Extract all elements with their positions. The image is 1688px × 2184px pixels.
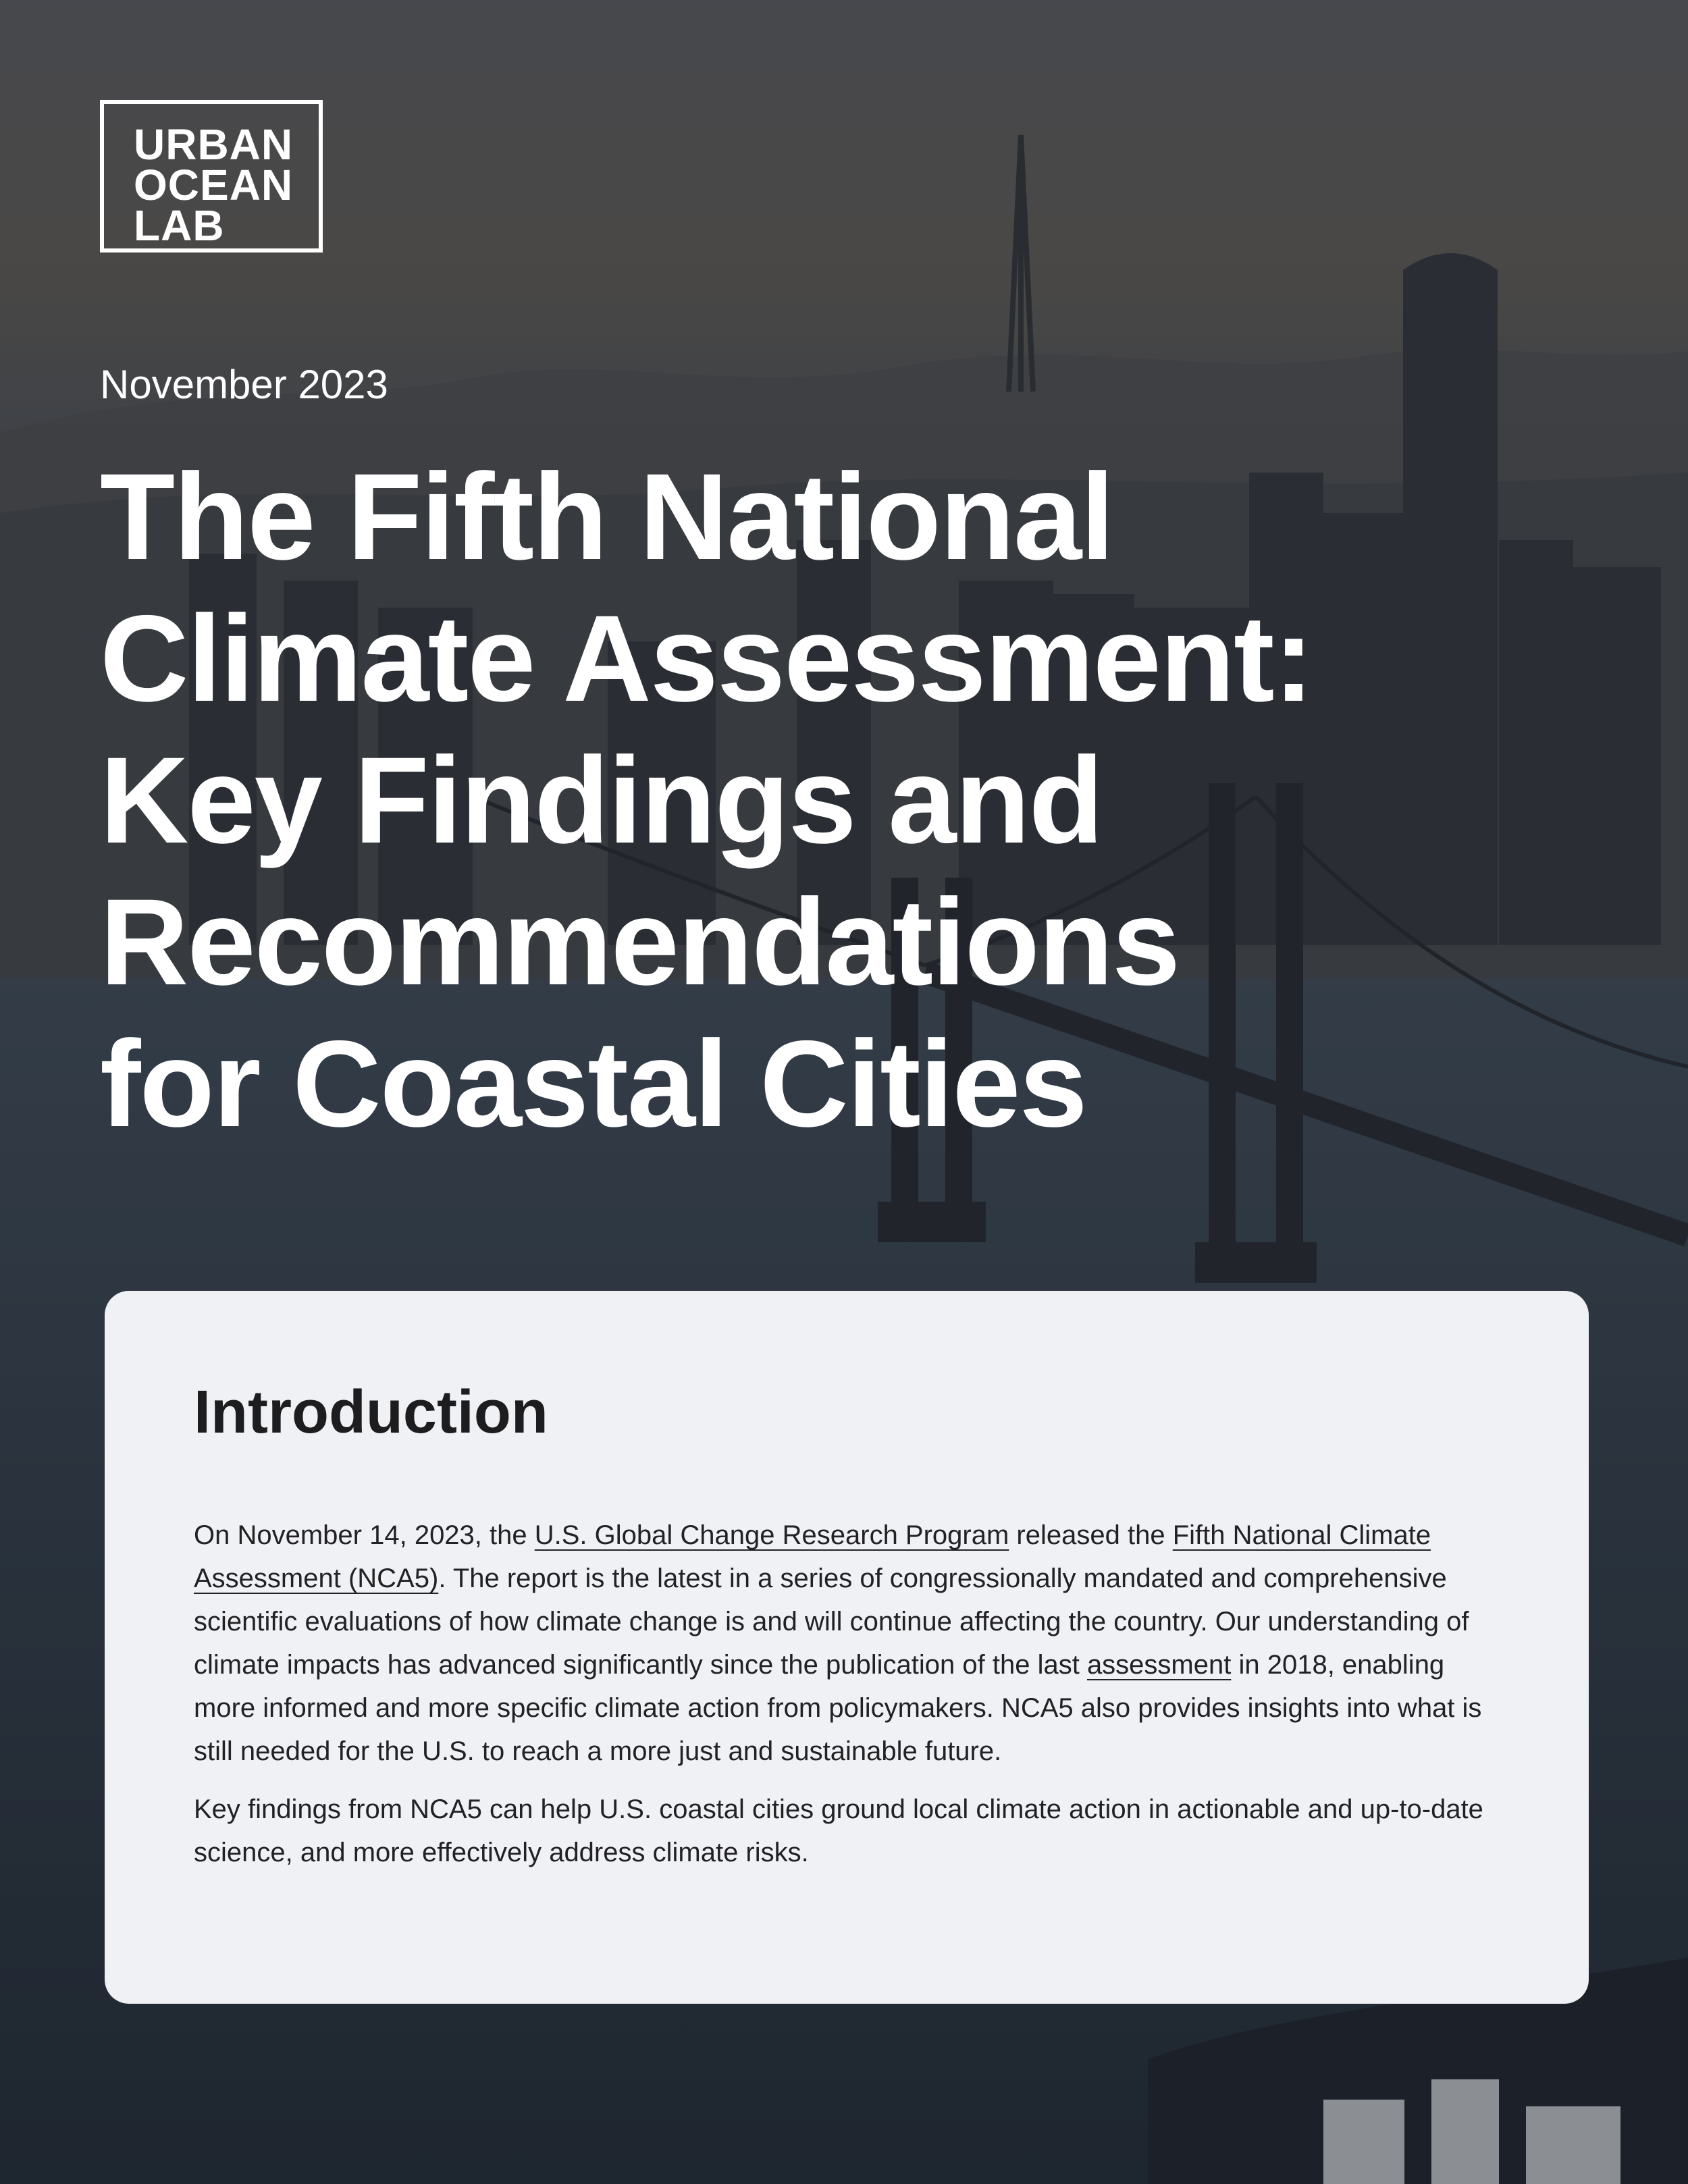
assessment-link[interactable]: assessment xyxy=(1086,1650,1232,1680)
usgcrp-link[interactable]: U.S. Global Change Research Program xyxy=(534,1520,1009,1550)
title-line-2: Climate Assessment: xyxy=(100,589,1313,727)
p1-text-1: On November 14, 2023, the xyxy=(194,1520,535,1550)
p1-text-2: released the xyxy=(1009,1520,1173,1550)
publication-date: November 2023 xyxy=(100,362,388,407)
title-line-1: The Fifth National xyxy=(100,448,1113,585)
logo-line-1: URBAN xyxy=(134,120,294,169)
p1-text-3: . The report is the latest in a series of congressionally mandated and comprehensive scientific evaluations of how climate change is and will continue affecting the country. Our understanding of climate impacts has advanced significantly since the publication of the last xyxy=(194,1564,1469,1680)
introduction-paragraph-1 xyxy=(194,1514,1497,1773)
title-line-4: Recommendations xyxy=(100,873,1180,1011)
title-line-5: for Coastal Cities xyxy=(100,1015,1086,1152)
introduction-card xyxy=(105,1291,1589,2004)
title-line-3: Key Findings and xyxy=(100,731,1103,869)
p1-text-4: in 2018, enabling more informed and more specific climate action from policymakers. NCA5 also provides insights into what is still needed for the U.S. to reach a more just and sustainable future. xyxy=(194,1650,1482,1766)
introduction-paragraph-2: Key findings from NCA5 can help U.S. coastal cities ground local climate action in actionable and up-to-date science, and more effectively address climate risks. xyxy=(194,1794,1483,1867)
urban-ocean-lab-logo xyxy=(100,100,323,252)
logo-line-2: OCEAN xyxy=(134,161,294,209)
logo-line-3: LAB xyxy=(134,201,225,250)
nca5-link[interactable]: Fifth National Climate Assessment (NCA5) xyxy=(194,1520,1431,1593)
introduction-heading: Introduction xyxy=(194,1379,548,1446)
report-title xyxy=(100,446,1518,1154)
